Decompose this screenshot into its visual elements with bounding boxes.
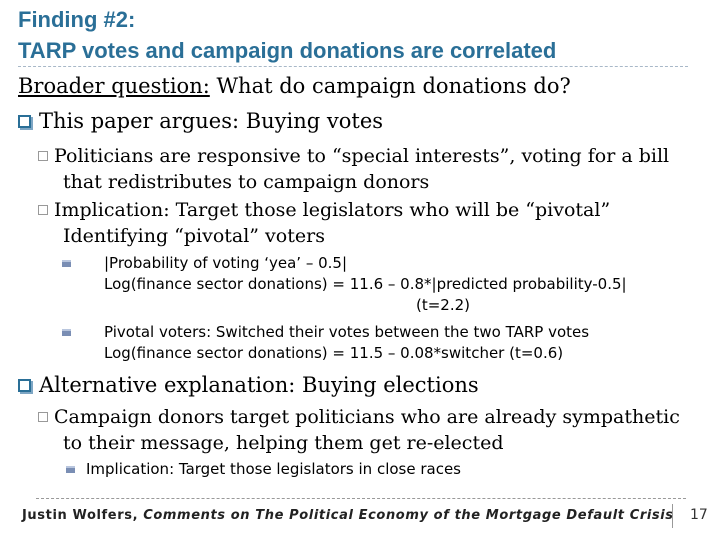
pivotal1-line-3: (t=2.2) [416,296,471,314]
hollow-square-bullet-icon [38,205,48,215]
sub3-line-2: to their message, helping them get re-elected [63,432,504,454]
sub-bullet-implication [38,197,610,249]
sub-bullet-donors [38,404,680,456]
pivotal1-line-1: |Probability of voting ‘yea’ – 0.5| [104,254,348,272]
broader-question [18,74,571,98]
sub2-line-2: Identifying “pivotal” voters [63,225,325,247]
footer-author: Justin Wolfers, [22,508,144,523]
square-bullet-icon [18,379,31,392]
sub1-line-1: Politicians are responsive to “special interests”, voting for a bill [54,145,670,167]
hollow-square-bullet-icon [38,151,48,161]
sub-bullet-responsive [38,143,669,195]
square-bullet-icon [18,115,31,128]
sub1-line-2: that redistributes to campaign donors [63,171,430,193]
title-line-2: TARP votes and campaign donations are correlated [18,38,557,63]
slide-title [18,4,708,66]
broader-question-text: What do campaign donations do? [209,74,571,98]
bullet-argues [18,109,383,133]
bullet-alternative [18,373,479,397]
title-line-1: Finding #2: [18,7,136,32]
footer-citation [22,508,674,523]
pivotal2-line-1: Pivotal voters: Switched their votes between the two TARP votes [104,323,590,341]
pivotal1-line-2: Log(finance sector donations) = 11.6 – 0.8*|predicted probability-0.5| [104,275,627,293]
hollow-square-bullet-icon [38,412,48,422]
bar-bullet-icon [62,329,71,336]
pivotal-definition-1 [104,253,627,316]
bar-bullet-icon [62,260,71,267]
alternative-text: Alternative explanation: Buying elections [39,373,479,397]
sub2-line-1: Implication: Target those legislators who will be “pivotal” [54,199,611,221]
pivotal-definition-2 [104,322,589,364]
page-number: 17 [690,507,708,523]
implication-close-races: Implication: Target those legislators in close races [86,460,461,478]
footer-source: Comments on The Political Economy of the Mortgage Default Crisis [143,508,674,523]
footer-separator [672,504,673,528]
pivotal2-line-2: Log(finance sector donations) = 11.5 – 0.08*switcher (t=0.6) [104,344,564,362]
sub3-line-1: Campaign donors target politicians who are already sympathetic [54,406,680,428]
bar-bullet-icon [66,466,75,473]
broader-question-label: Broader question: [18,74,210,98]
argues-text: This paper argues: Buying votes [39,109,384,133]
footer-divider [36,498,686,499]
title-divider [18,66,688,67]
